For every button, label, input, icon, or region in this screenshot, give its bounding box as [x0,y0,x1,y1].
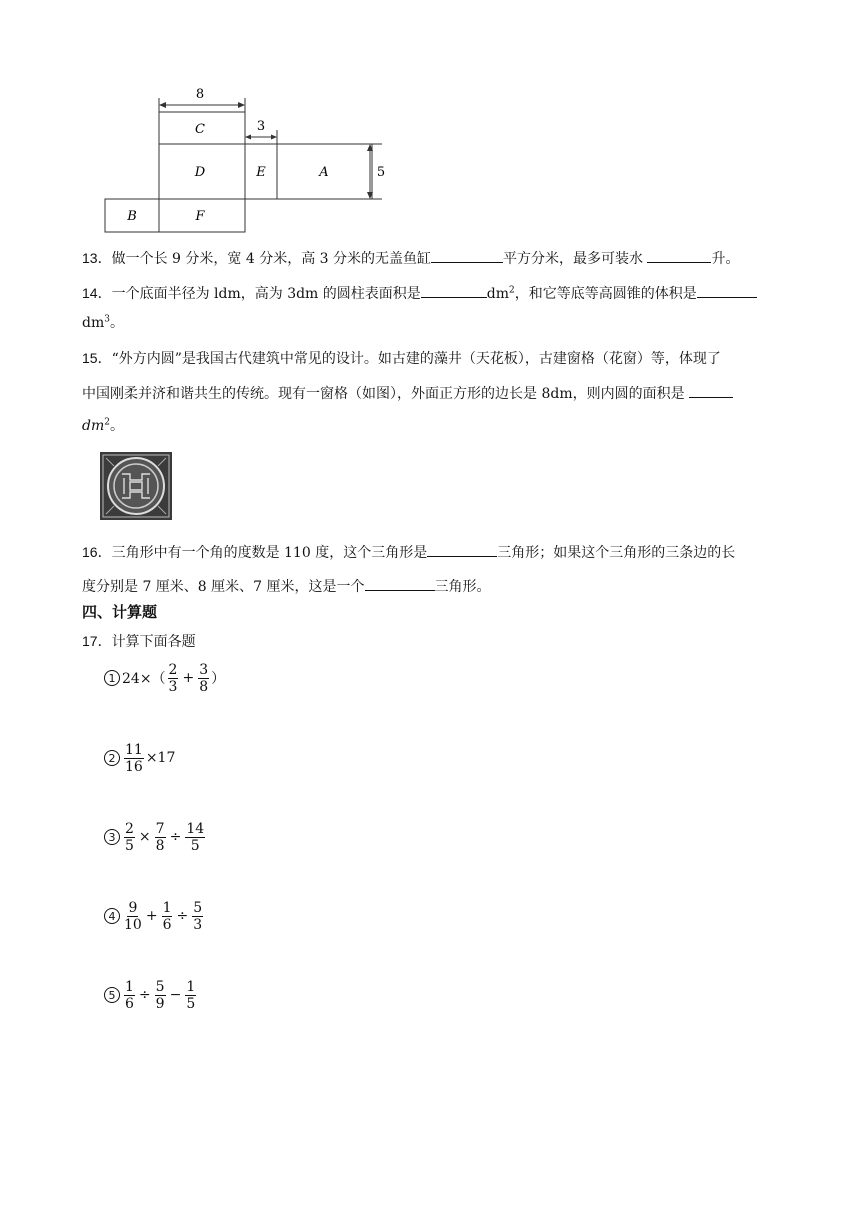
question-number: 17． [82,633,112,649]
question-number: 14． [82,285,112,301]
question-17: 17．计算下面各题 [82,633,196,650]
fraction: $\frac{9}{10}$ [124,899,142,933]
face-label-d: D [194,165,206,180]
item-marker: 4 [104,908,120,924]
fraction: $\frac{1}{5}$ [186,978,196,1012]
question-16-line2: 度分别是 7 厘米、8 厘米、7 厘米，这是一个 三角形。 [82,576,491,596]
face-label-e: E [256,165,266,180]
question-15-line2: 中国刚柔并济和谐共生的传统。现有一窗格（如图），外面正方形的边长是 8dm，则内圆的面积是 [82,383,733,403]
calc-item-1: 1 24×（ $\frac{2}{3}$ + $\frac{3}{8}$ ） [104,658,225,698]
answer-blank[interactable] [689,383,733,398]
answer-blank[interactable] [427,542,497,557]
window-lattice-image [100,452,172,520]
fraction: $\frac{11}{16}$ [125,741,143,775]
face-label-b: B [127,209,137,224]
fraction: $\frac{7}{8}$ [155,820,165,854]
calc-item-2: 2 $\frac{11}{16}$ ×17 [104,738,175,778]
item-marker: 1 [104,670,120,686]
fraction: $\frac{1}{6}$ [162,899,172,933]
calc-item-5: 5 $\frac{1}{6}$ ÷ $\frac{5}{9}$ − $\frac{1}{5}$ [104,975,198,1015]
section-heading-calculation: 四、计算题 [82,603,158,621]
question-number: 13． [82,250,112,266]
item-marker: 3 [104,829,120,845]
item-marker: 5 [104,987,120,1003]
answer-blank[interactable] [431,248,503,263]
dim-label-5: 5 [376,165,386,180]
calc-item-4: 4 $\frac{9}{10}$ + $\frac{1}{6}$ ÷ $\frac{5}{3}$ [104,896,205,936]
question-14: 14．一个底面半径为 ldm，高为 3dm 的圆柱表面积是 $dm^2$，和它等底等高圆锥的体积是 [82,283,757,303]
question-number: 15． [82,350,112,366]
face-label-a: A [319,165,329,180]
dim-label-3: 3 [256,119,266,134]
answer-blank[interactable] [647,248,711,263]
fraction: $\frac{3}{8}$ [199,661,209,695]
question-15-line3: $dm^2$。 [82,417,124,434]
fraction: $\frac{2}{5}$ [125,820,134,854]
question-15: 15．“外方内圆”是我国古代建筑中常见的设计。如古建的藻井（天花板），古建窗格（花窗）等，体现了 [82,350,721,367]
fraction: $\frac{2}{3}$ [168,661,178,695]
fraction: $\frac{14}{5}$ [186,820,205,854]
face-label-f: F [195,209,205,224]
question-16: 16．三角形中有一个角的度数是 110 度，这个三角形是 三角形；如果这个三角形的三条边的长 [82,544,736,561]
answer-blank[interactable] [365,576,435,591]
question-14-cont: $dm^3$。 [82,314,124,331]
dim-label-8: 8 [195,87,205,102]
answer-blank[interactable] [697,283,757,298]
fraction: $\frac{5}{9}$ [155,978,165,1012]
fraction: $\frac{5}{3}$ [193,899,203,933]
calc-item-3: 3 $\frac{2}{5}$ × $\frac{7}{8}$ ÷ $\frac{14}{5}$ [104,817,207,857]
item-marker: 2 [104,750,120,766]
fraction: $\frac{1}{6}$ [125,978,134,1012]
question-number: 16． [82,544,112,560]
answer-blank[interactable] [421,283,487,298]
cuboid-net-diagram [100,84,390,236]
question-13: 13．做一个长 9 分米，宽 4 分米，高 3 分米的无盖鱼缸 平方分米，最多可装水 升。 [82,250,740,267]
face-label-c: C [195,122,205,137]
